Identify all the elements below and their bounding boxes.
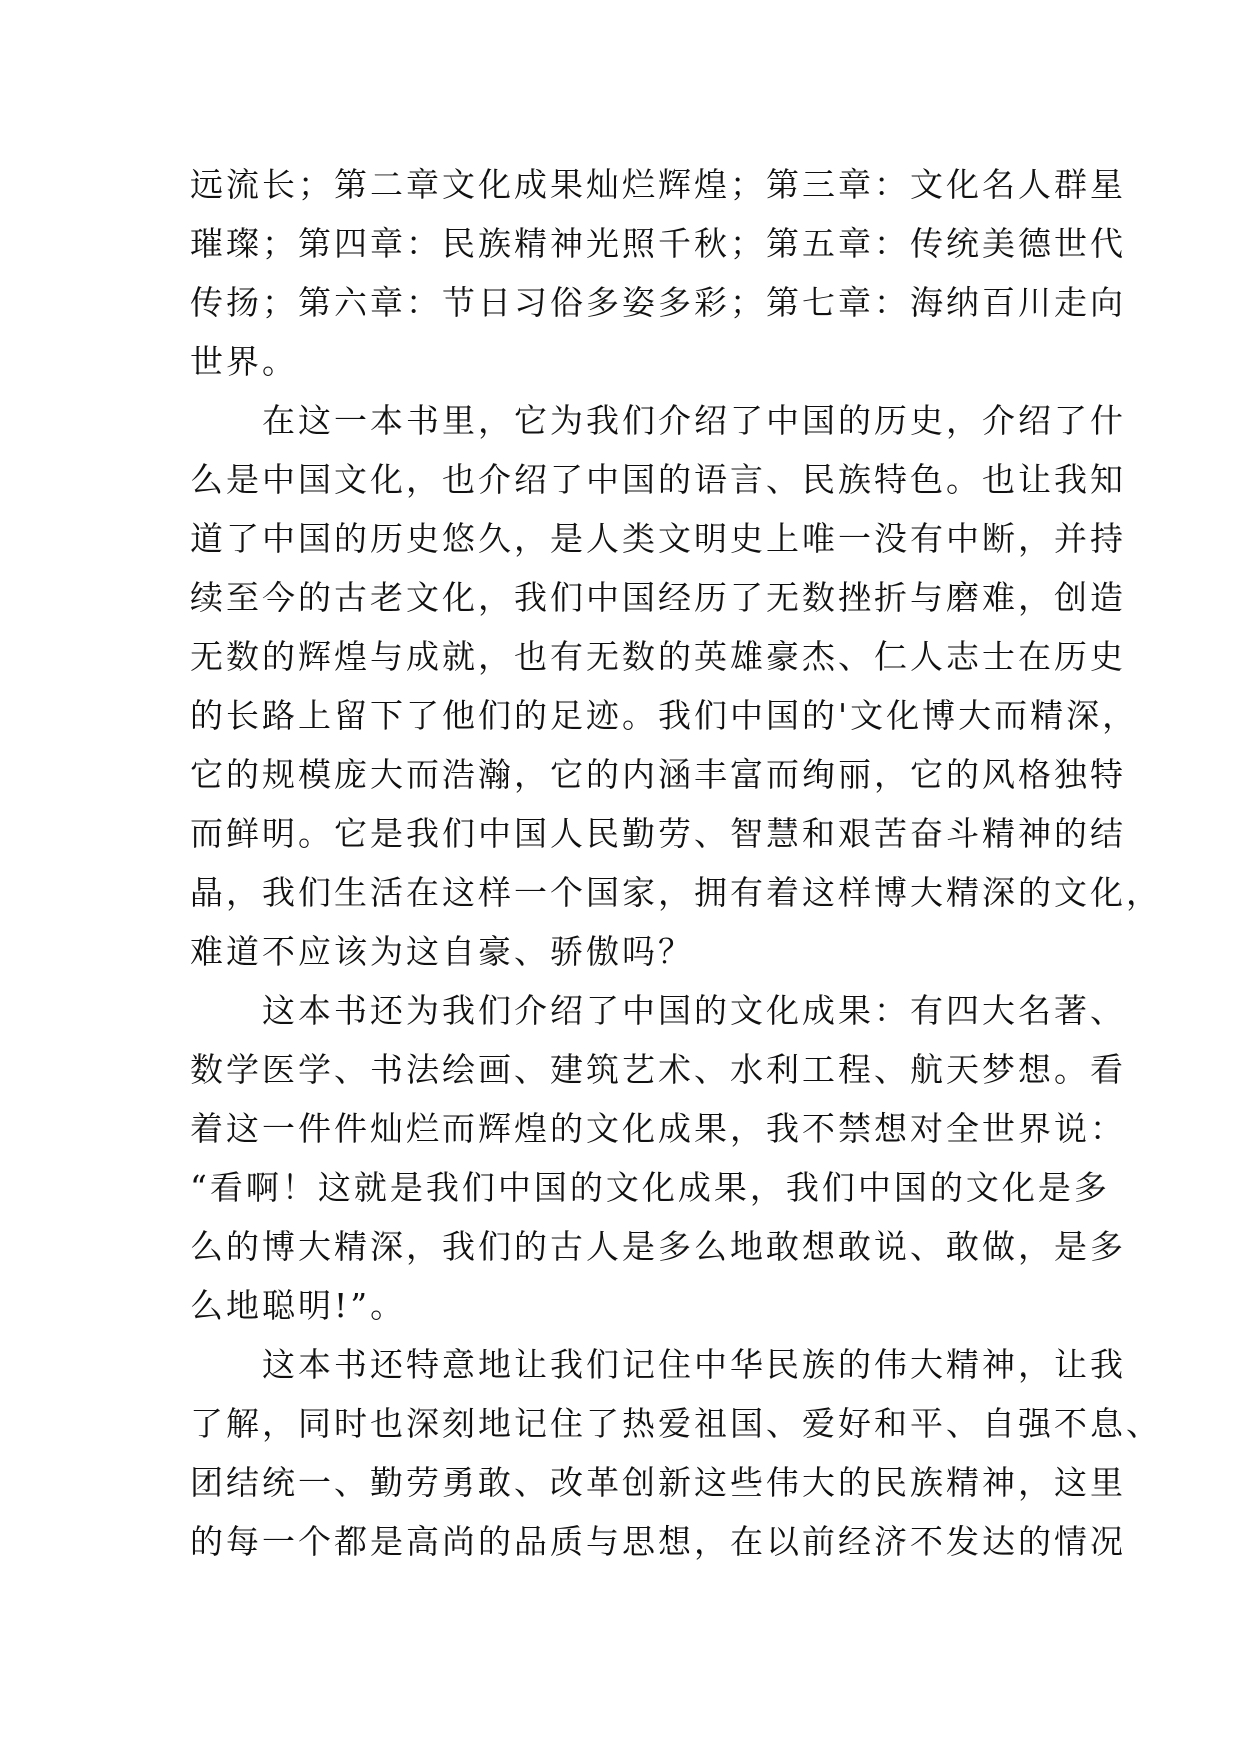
text-line: 无数的辉煌与成就，也有无数的英雄豪杰、仁人志士在历史 (190, 637, 1126, 676)
text-line: 道了中国的历史悠久，是人类文明史上唯一没有中断，并持 (190, 519, 1126, 558)
text-line: 续至今的古老文化，我们中国经历了无数挫折与磨难，创造 (190, 578, 1126, 617)
text-line: “看啊！这就是我们中国的文化成果，我们中国的文化是多 (190, 1168, 1110, 1207)
text-line: 在这一本书里，它为我们介绍了中国的历史，介绍了什 (190, 401, 1126, 440)
text-line: 的长路上留下了他们的足迹。我们中国的'文化博大而精深， (190, 696, 1139, 735)
text-line: 数学医学、书法绘画、建筑艺术、水利工程、航天梦想。看 (190, 1050, 1126, 1089)
text-line: 远流长；第二章文化成果灿烂辉煌；第三章：文化名人群星 (190, 165, 1126, 204)
text-line: 这本书还为我们介绍了中国的文化成果：有四大名著、 (190, 991, 1126, 1030)
text-line: 晶，我们生活在这样一个国家，拥有着这样博大精深的文化， (190, 873, 1162, 912)
text-line: 着这一件件灿烂而辉煌的文化成果，我不禁想对全世界说： (190, 1109, 1126, 1148)
text-line: 了解，同时也深刻地记住了热爱祖国、爱好和平、自强不息、 (190, 1404, 1162, 1443)
text-line: 难道不应该为这自豪、骄傲吗？ (190, 932, 694, 971)
text-line: 么的博大精深，我们的古人是多么地敢想敢说、敢做，是多 (190, 1227, 1126, 1266)
text-line: 么地聪明!”。 (190, 1286, 407, 1325)
text-line: 它的规模庞大而浩瀚，它的内涵丰富而绚丽，它的风格独特 (190, 755, 1126, 794)
text-line: 而鲜明。它是我们中国人民勤劳、智慧和艰苦奋斗精神的结 (190, 814, 1126, 853)
body-text (190, 155, 1162, 1571)
text-line: 团结统一、勤劳勇敢、改革创新这些伟大的民族精神，这里 (190, 1463, 1126, 1502)
text-line: 的每一个都是高尚的品质与思想，在以前经济不发达的情况 (190, 1522, 1126, 1561)
text-line: 世界。 (190, 342, 298, 381)
text-line: 么是中国文化，也介绍了中国的语言、民族特色。也让我知 (190, 460, 1126, 499)
text-line: 传扬；第六章：节日习俗多姿多彩；第七章：海纳百川走向 (190, 283, 1126, 322)
text-line: 这本书还特意地让我们记住中华民族的伟大精神，让我 (190, 1345, 1126, 1384)
text-line: 璀璨；第四章：民族精神光照千秋；第五章：传统美德世代 (190, 224, 1126, 263)
